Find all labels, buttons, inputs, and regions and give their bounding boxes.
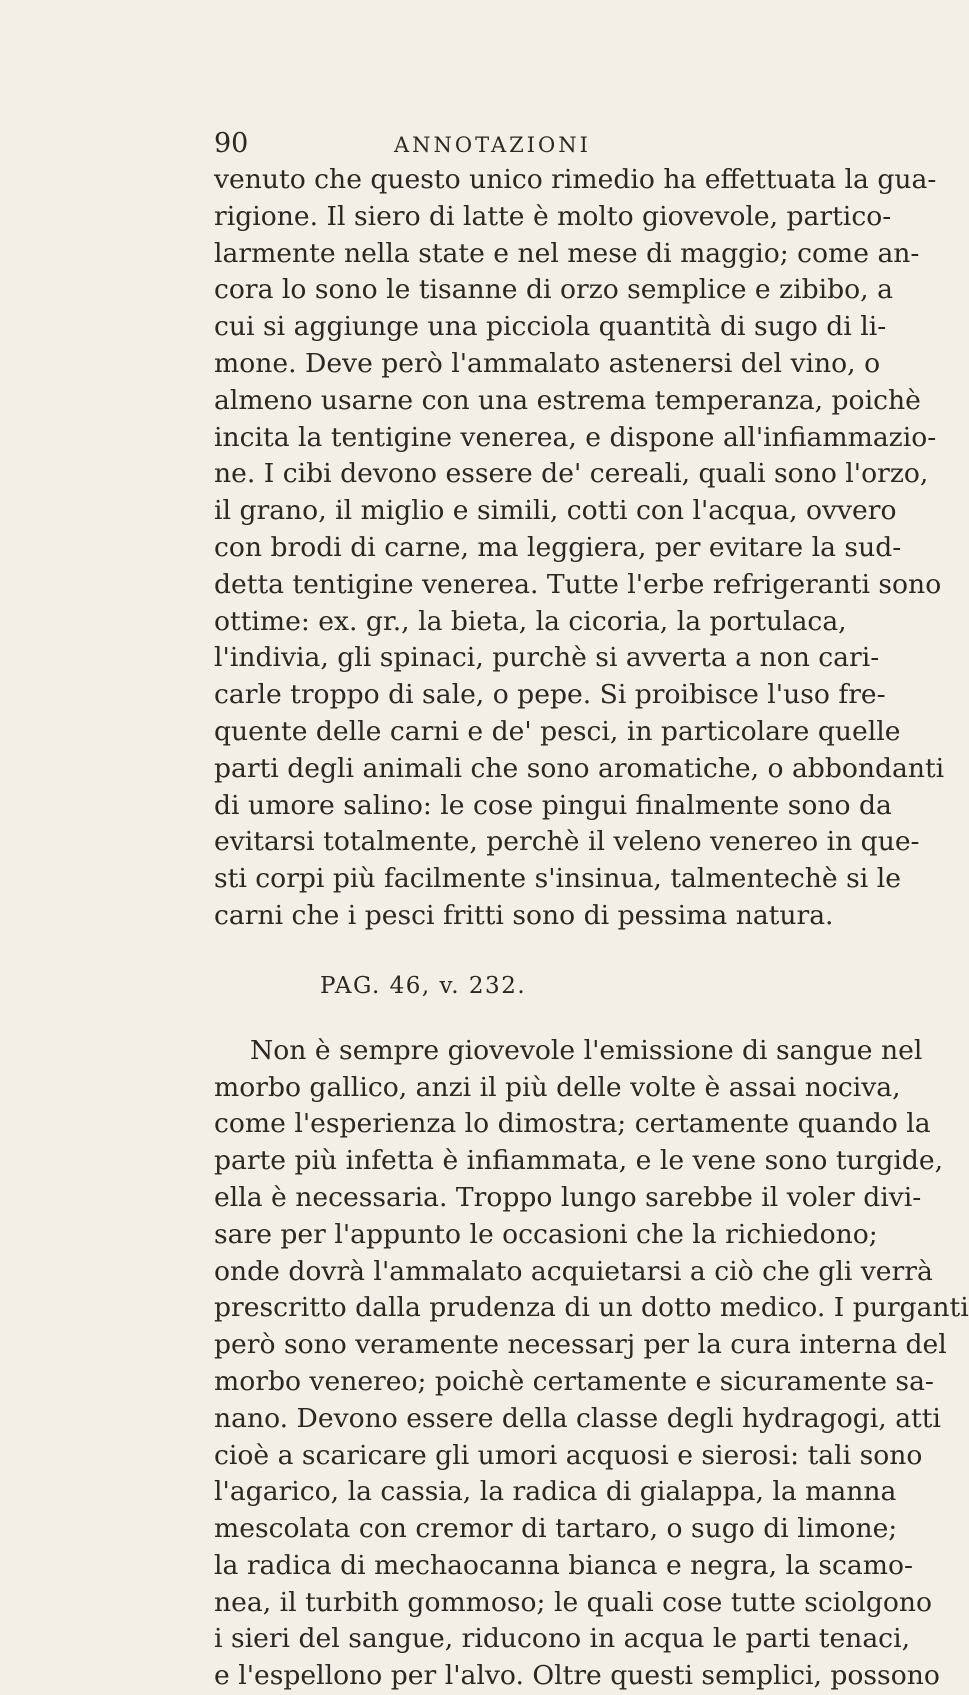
text-line: evitarsi totalmente, perchè il veleno venereo in que-	[214, 826, 920, 858]
page-number: 90	[214, 128, 249, 159]
text-line: ne. I cibi devono essere de' cereali, quali sono l'orzo,	[214, 458, 929, 490]
text-line: cui si aggiunge una picciola quantità di sugo di li-	[214, 311, 887, 343]
text-line: come l'esperienza lo dimostra; certamente quando la	[214, 1108, 931, 1140]
text-line: morbo venereo; poichè certamente e sicuramente sa-	[214, 1365, 934, 1397]
text-line: cioè a scaricare gli umori acquosi e sierosi: tali sono	[214, 1439, 923, 1471]
text-line: nano. Devono essere della classe degli hydragogi, atti	[214, 1402, 941, 1434]
text-line: sare per l'appunto le occasioni che la richiedono;	[214, 1218, 878, 1250]
text-line: cora lo sono le tisanne di orzo semplice e zibibo, a	[214, 274, 893, 306]
text-line: quente delle carni e de' pesci, in particolare quelle	[214, 715, 901, 747]
section-reference: PAG. 46, v. 232.	[320, 972, 527, 999]
text-line: morbo gallico, anzi il più delle volte è assai nociva,	[214, 1071, 901, 1103]
text-line: però sono veramente necessarj per la cura interna del	[214, 1329, 947, 1361]
text-line: nea, il turbith gommoso; le quali cose tutte sciolgono	[214, 1586, 932, 1618]
text-line: parti degli animali che sono aromatiche, o abbondanti	[214, 752, 945, 784]
text-line: ella è necessaria. Troppo lungo sarebbe il voler divi-	[214, 1181, 922, 1213]
text-line: detta tentigine venerea. Tutte l'erbe refrigeranti sono	[214, 568, 942, 600]
text-line: l'agarico, la cassia, la radica di gialappa, la manna	[214, 1476, 897, 1508]
text-line: parte più infetta è infiammata, e le vene sono turgide,	[214, 1145, 944, 1177]
text-line: larmente nella state e nel mese di maggio; come an-	[214, 237, 920, 269]
text-line: con brodi di carne, ma leggiera, per evitare la sud-	[214, 531, 902, 563]
text-line: mone. Deve però l'ammalato astenersi del vino, o	[214, 347, 881, 379]
text-line: Non è sempre giovevole l'emissione di sangue nel	[250, 1034, 923, 1066]
paragraph-1	[214, 162, 945, 935]
text-line: sti corpi più facilmente s'insinua, talmentechè si le	[214, 863, 901, 895]
page-header	[214, 128, 748, 162]
text-line: onde dovrà l'ammalato acquietarsi a ciò che gli verrà	[214, 1255, 933, 1287]
text-line: almeno usarne con una estrema temperanza, poichè	[214, 384, 921, 416]
text-line: la radica di mechaocanna bianca e negra, la scamo-	[214, 1549, 913, 1581]
text-line: prescritto dalla prudenza di un dotto medico. I purganti	[214, 1292, 969, 1324]
text-line: venuto che questo unico rimedio ha effettuata la gua-	[214, 164, 937, 195]
text-line: i sieri del sangue, riducono in acqua le parti tenaci,	[214, 1623, 911, 1655]
text-line: di umore salino: le cose pingui finalmente sono da	[214, 789, 892, 821]
text-line: il grano, il miglio e simili, cotti con l'acqua, ovvero	[214, 495, 897, 527]
running-head: ANNOTAZIONI	[394, 133, 591, 157]
text-line: rigione. Il siero di latte è molto giovevole, partico-	[214, 200, 892, 232]
text-line: l'indivia, gli spinaci, purchè si avverta a non cari-	[214, 642, 880, 674]
text-line: carni che i pesci fritti sono di pessima natura.	[214, 899, 834, 931]
text-line: incita la tentigine venerea, e dispone all'infiammazio-	[214, 421, 937, 453]
text-line: ottime: ex. gr., la bieta, la cicoria, la portulaca,	[214, 605, 847, 637]
paragraph-2	[214, 1033, 969, 1695]
text-line: e l'espellono per l'alvo. Oltre questi semplici, possono	[214, 1660, 940, 1692]
text-line: carle troppo di sale, o pepe. Si proibisce l'uso fre-	[214, 679, 886, 711]
text-line: mescolata con cremor di tartaro, o sugo di limone;	[214, 1513, 898, 1545]
